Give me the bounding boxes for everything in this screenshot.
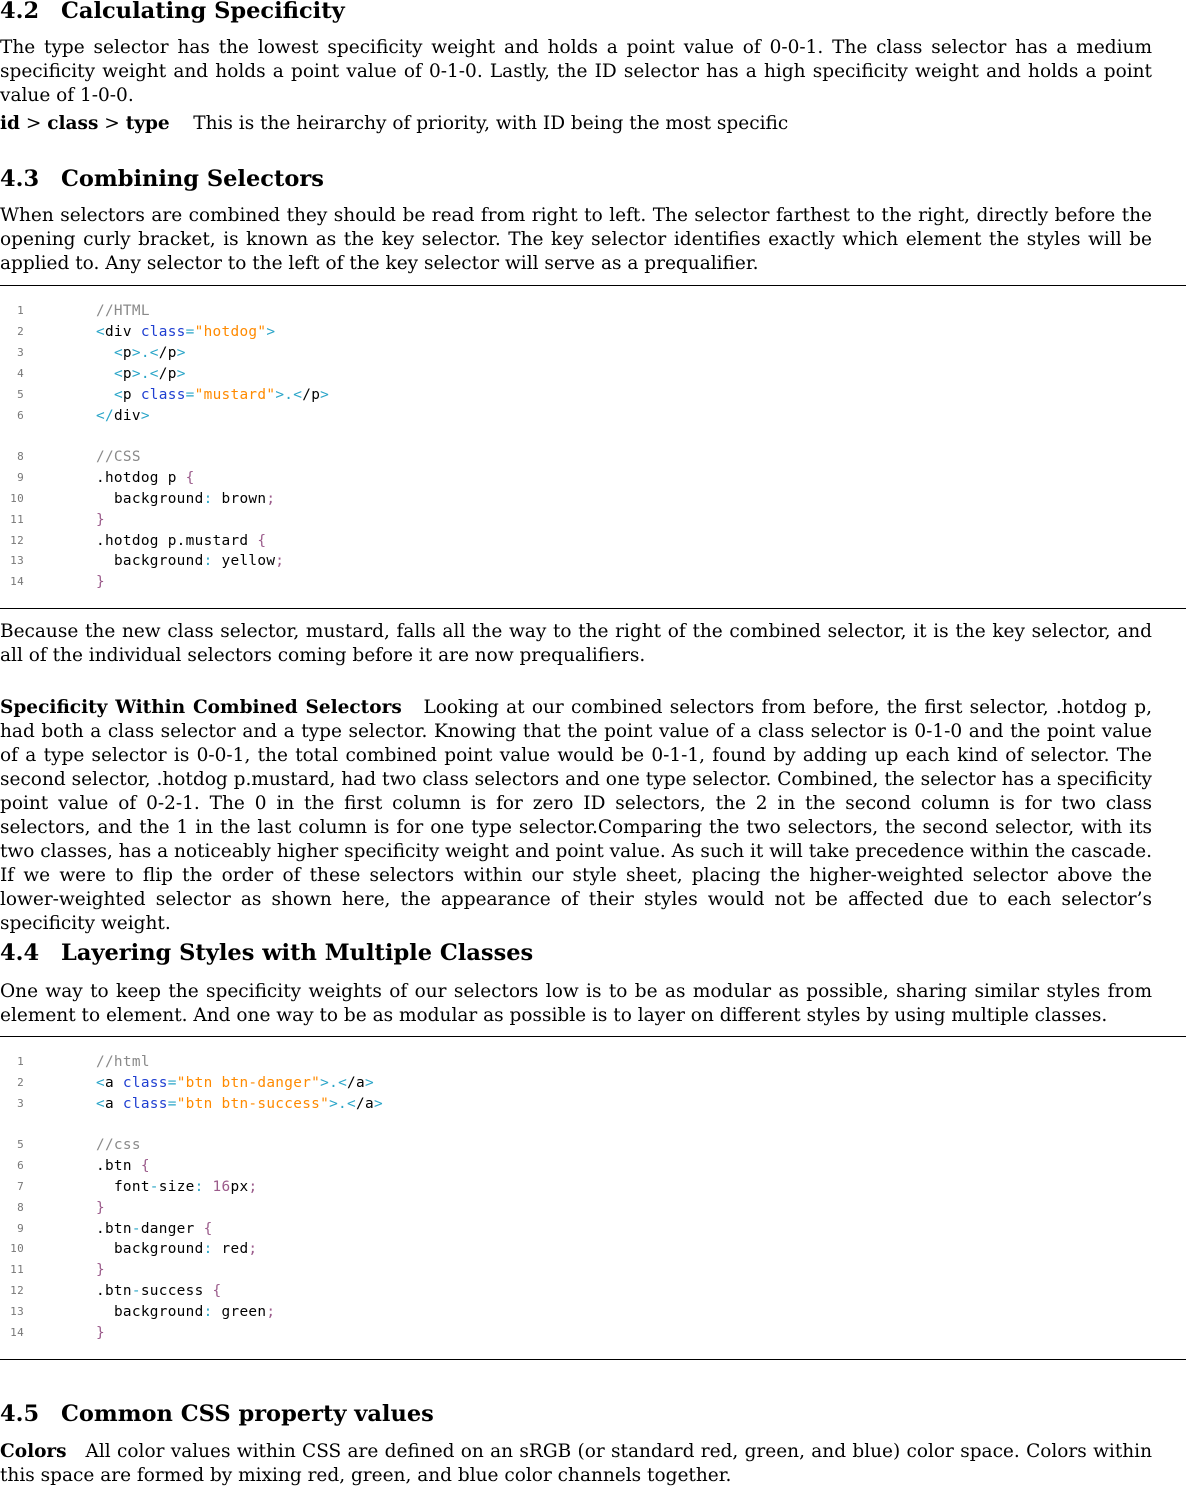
code-block-hotdog: 1 //HTML 2 <div class="hotdog"> 3 <p>.</p> 4 <p>.</p> 5 <p class="mustard">.</p> 6 </div> 8 //CSS 9 .hotdog p { 10 background: brown; 11 } 12 .hotdog p.mustard { 13 background: yellow; 14 } (10, 303, 330, 590)
code-block-buttons: 1 //html 2 <a class="btn btn-danger">.</a> 3 <a class="btn btn-success">.</a> 5 //css 6 .btn { 7 font-size: 16px; 8 } 9 .btn-danger { 10 background: red; 11 } 12 .btn-success { 13 background: green; 14 } (10, 1054, 383, 1341)
code-block-top-rule (0, 1036, 1186, 1037)
section-heading-4-4: 4.4 Layering Styles with Multiple Classes (0, 940, 534, 966)
paragraph-specificity-combined: Specificity Within Combined Selectors Looking at our combined selectors from before, the first selector, .hotdog p, had both a class selector and a type selector. Knowing that the point value of a class selector is 0-1-0 and the point value of a type selector is 0-0-1, the total combined point value would be 0-1-1, found by adding up each kind of selector. The second selector, .hotdog p.mustard, had two class selectors and one type selector. Combined, the selector has a specificity point value of 0-2-1. The 0 in the first column is for zero ID selectors, the 2 in the second column is for two class selectors, and the 1 in the last column is for one type selector.Comparing the two selectors, the second selector, with its two classes, has a noticeably higher specificity weight and point value. As such it will take precedence within the cascade. If we were to flip the order of these selectors within our style sheet, placing the higher-weighted selector above the lower-weighted selector as shown here, the appearance of their styles would not be affected due to each selector’s specificity weight. (0, 697, 1152, 934)
section-heading-4-5: 4.5 Common CSS property values (0, 1401, 434, 1427)
hier-text: This is the heirarchy of priority, with ID being the most specific (193, 113, 789, 134)
section-heading-4-3: 4.3 Combining Selectors (0, 166, 324, 192)
paragraph-multiple-classes: One way to keep the specificity weights of our selectors low is to be as modular as possible, sharing similar styles from element to element. And one way to be as modular as possible is to layer on different styles by using multiple classes. (0, 981, 1152, 1026)
paragraph-key-selector: Because the new class selector, mustard, falls all the way to the right of the combined selector, it is the key selector, and all of the individual selectors coming before it are now prequalifiers. (0, 621, 1152, 666)
code-block-bottom-rule (0, 1359, 1186, 1360)
paragraph-combining-selectors: When selectors are combined they should be read from right to left. The selector farthest to the right, directly before the opening curly bracket, is known as the key selector. The key selector identifies exactly which element the styles will be applied to. Any selector to the left of the key selector will serve as a prequalifier. (0, 205, 1152, 274)
code-block-top-rule (0, 285, 1186, 286)
paragraph-hierarchy (0, 112, 1152, 136)
paragraph-colors: Colors All color values within CSS are defined on an sRGB (or standard red, green, and blue) color space. Colors within this space are formed by mixing red, green, and blue color channels together. (0, 1441, 1152, 1486)
runin-heading: Specificity Within Combined Selectors (0, 697, 402, 718)
hier-gt-2: > (104, 113, 120, 134)
code-block-bottom-rule (0, 608, 1186, 609)
hier-type: type (125, 113, 170, 134)
hier-class: class (47, 113, 99, 134)
runin-heading-colors: Colors (0, 1441, 67, 1462)
hier-gt-1: > (25, 113, 42, 134)
paragraph-specificity-values: The type selector has the lowest specificity weight and holds a point value of 0-0-1. The class selector has a medium specificity weight and holds a point value of 0-1-0. Lastly, the ID selector has a high specificity weight and holds a point value of 1-0-0. (0, 37, 1152, 106)
section-heading-4-2: 4.2 Calculating Specificity (0, 0, 345, 24)
hier-id: id (0, 113, 20, 134)
